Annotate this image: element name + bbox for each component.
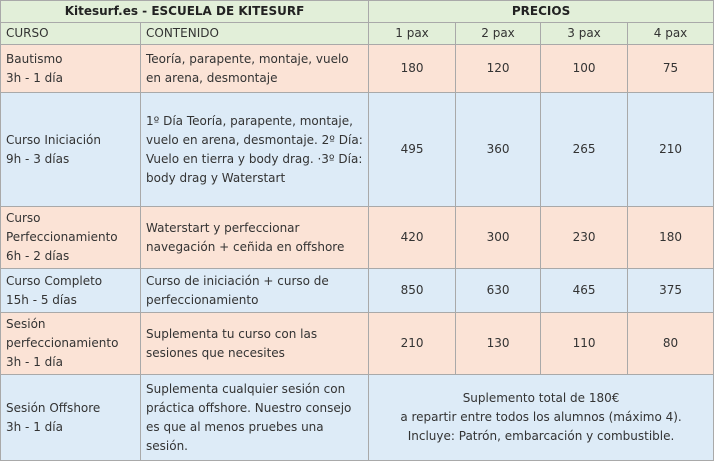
offshore-supplement: [369, 375, 714, 461]
course-name: Bautismo: [6, 51, 63, 66]
prices-title: PRECIOS: [369, 1, 714, 23]
course-duration: 6h - 2 días: [6, 249, 70, 263]
price-3pax: 465: [541, 269, 628, 313]
table-row: [1, 93, 714, 207]
price-3pax: 265: [541, 93, 628, 207]
price-2pax: 630: [456, 269, 541, 313]
course-name: Sesión Offshore: [6, 400, 101, 415]
price-1pax: 420: [369, 207, 456, 269]
col-header-course: CURSO: [1, 23, 141, 45]
price-1pax: 850: [369, 269, 456, 313]
course-name: Sesión perfeccionamiento: [6, 317, 119, 350]
price-3pax: 100: [541, 45, 628, 93]
price-2pax: 300: [456, 207, 541, 269]
course-duration: 15h - 5 días: [6, 292, 77, 307]
supplement-line: a repartir entre todos los alumnos (máximo 4).: [400, 410, 682, 424]
col-header-4pax: 4 pax: [628, 23, 714, 45]
price-2pax: 120: [456, 45, 541, 93]
price-4pax: 210: [628, 93, 714, 207]
column-header-row: [1, 23, 714, 45]
price-2pax: 360: [456, 93, 541, 207]
course-duration: 3h - 1 día: [6, 70, 63, 85]
course-name: Curso Perfeccionamiento: [6, 211, 118, 244]
price-1pax: 210: [369, 313, 456, 375]
table-row: [1, 207, 714, 269]
price-4pax: 80: [628, 313, 714, 375]
course-content: 1º Día Teoría, parapente, montaje, vuelo en arena, desmontaje. 2º Día: Vuelo en tierra y body drag. ·3º Día: body drag y Waterstart: [141, 93, 369, 207]
price-3pax: 110: [541, 313, 628, 375]
course-cell: [1, 45, 141, 93]
supplement-line: Suplemento total de 180€: [462, 391, 620, 405]
course-name: Curso Completo: [6, 273, 103, 288]
course-content: Suplementa cualquier sesión con práctica offshore. Nuestro consejo es que al menos pruebes una sesión.: [141, 375, 369, 461]
supplement-line: Incluye: Patrón, embarcación y combustible.: [407, 429, 675, 443]
price-2pax: 130: [456, 313, 541, 375]
title-row: [1, 1, 714, 23]
course-name: Curso Iniciación: [6, 132, 101, 147]
col-header-content: CONTENIDO: [141, 23, 369, 45]
col-header-3pax: 3 pax: [541, 23, 628, 45]
course-duration: 3h - 1 día: [6, 355, 63, 369]
course-cell: [1, 207, 141, 269]
price-4pax: 180: [628, 207, 714, 269]
course-cell: [1, 375, 141, 461]
course-cell: [1, 269, 141, 313]
course-duration: 9h - 3 días: [6, 151, 70, 166]
col-header-2pax: 2 pax: [456, 23, 541, 45]
course-content: Waterstart y perfeccionar navegación + ceñida en offshore: [141, 207, 369, 269]
price-3pax: 230: [541, 207, 628, 269]
school-title: Kitesurf.es - ESCUELA DE KITESURF: [1, 1, 369, 23]
course-cell: [1, 93, 141, 207]
price-4pax: 75: [628, 45, 714, 93]
table-row: [1, 313, 714, 375]
price-1pax: 180: [369, 45, 456, 93]
course-cell: [1, 313, 141, 375]
course-content: Suplementa tu curso con las sesiones que necesites: [141, 313, 369, 375]
price-4pax: 375: [628, 269, 714, 313]
course-content: Curso de iniciación + curso de perfeccionamiento: [141, 269, 369, 313]
price-1pax: 495: [369, 93, 456, 207]
course-duration: 3h - 1 día: [6, 419, 63, 434]
table-row: [1, 375, 714, 461]
course-content: Teoría, parapente, montaje, vuelo en arena, desmontaje: [141, 45, 369, 93]
table-row: [1, 269, 714, 313]
col-header-1pax: 1 pax: [369, 23, 456, 45]
table-row: [1, 45, 714, 93]
